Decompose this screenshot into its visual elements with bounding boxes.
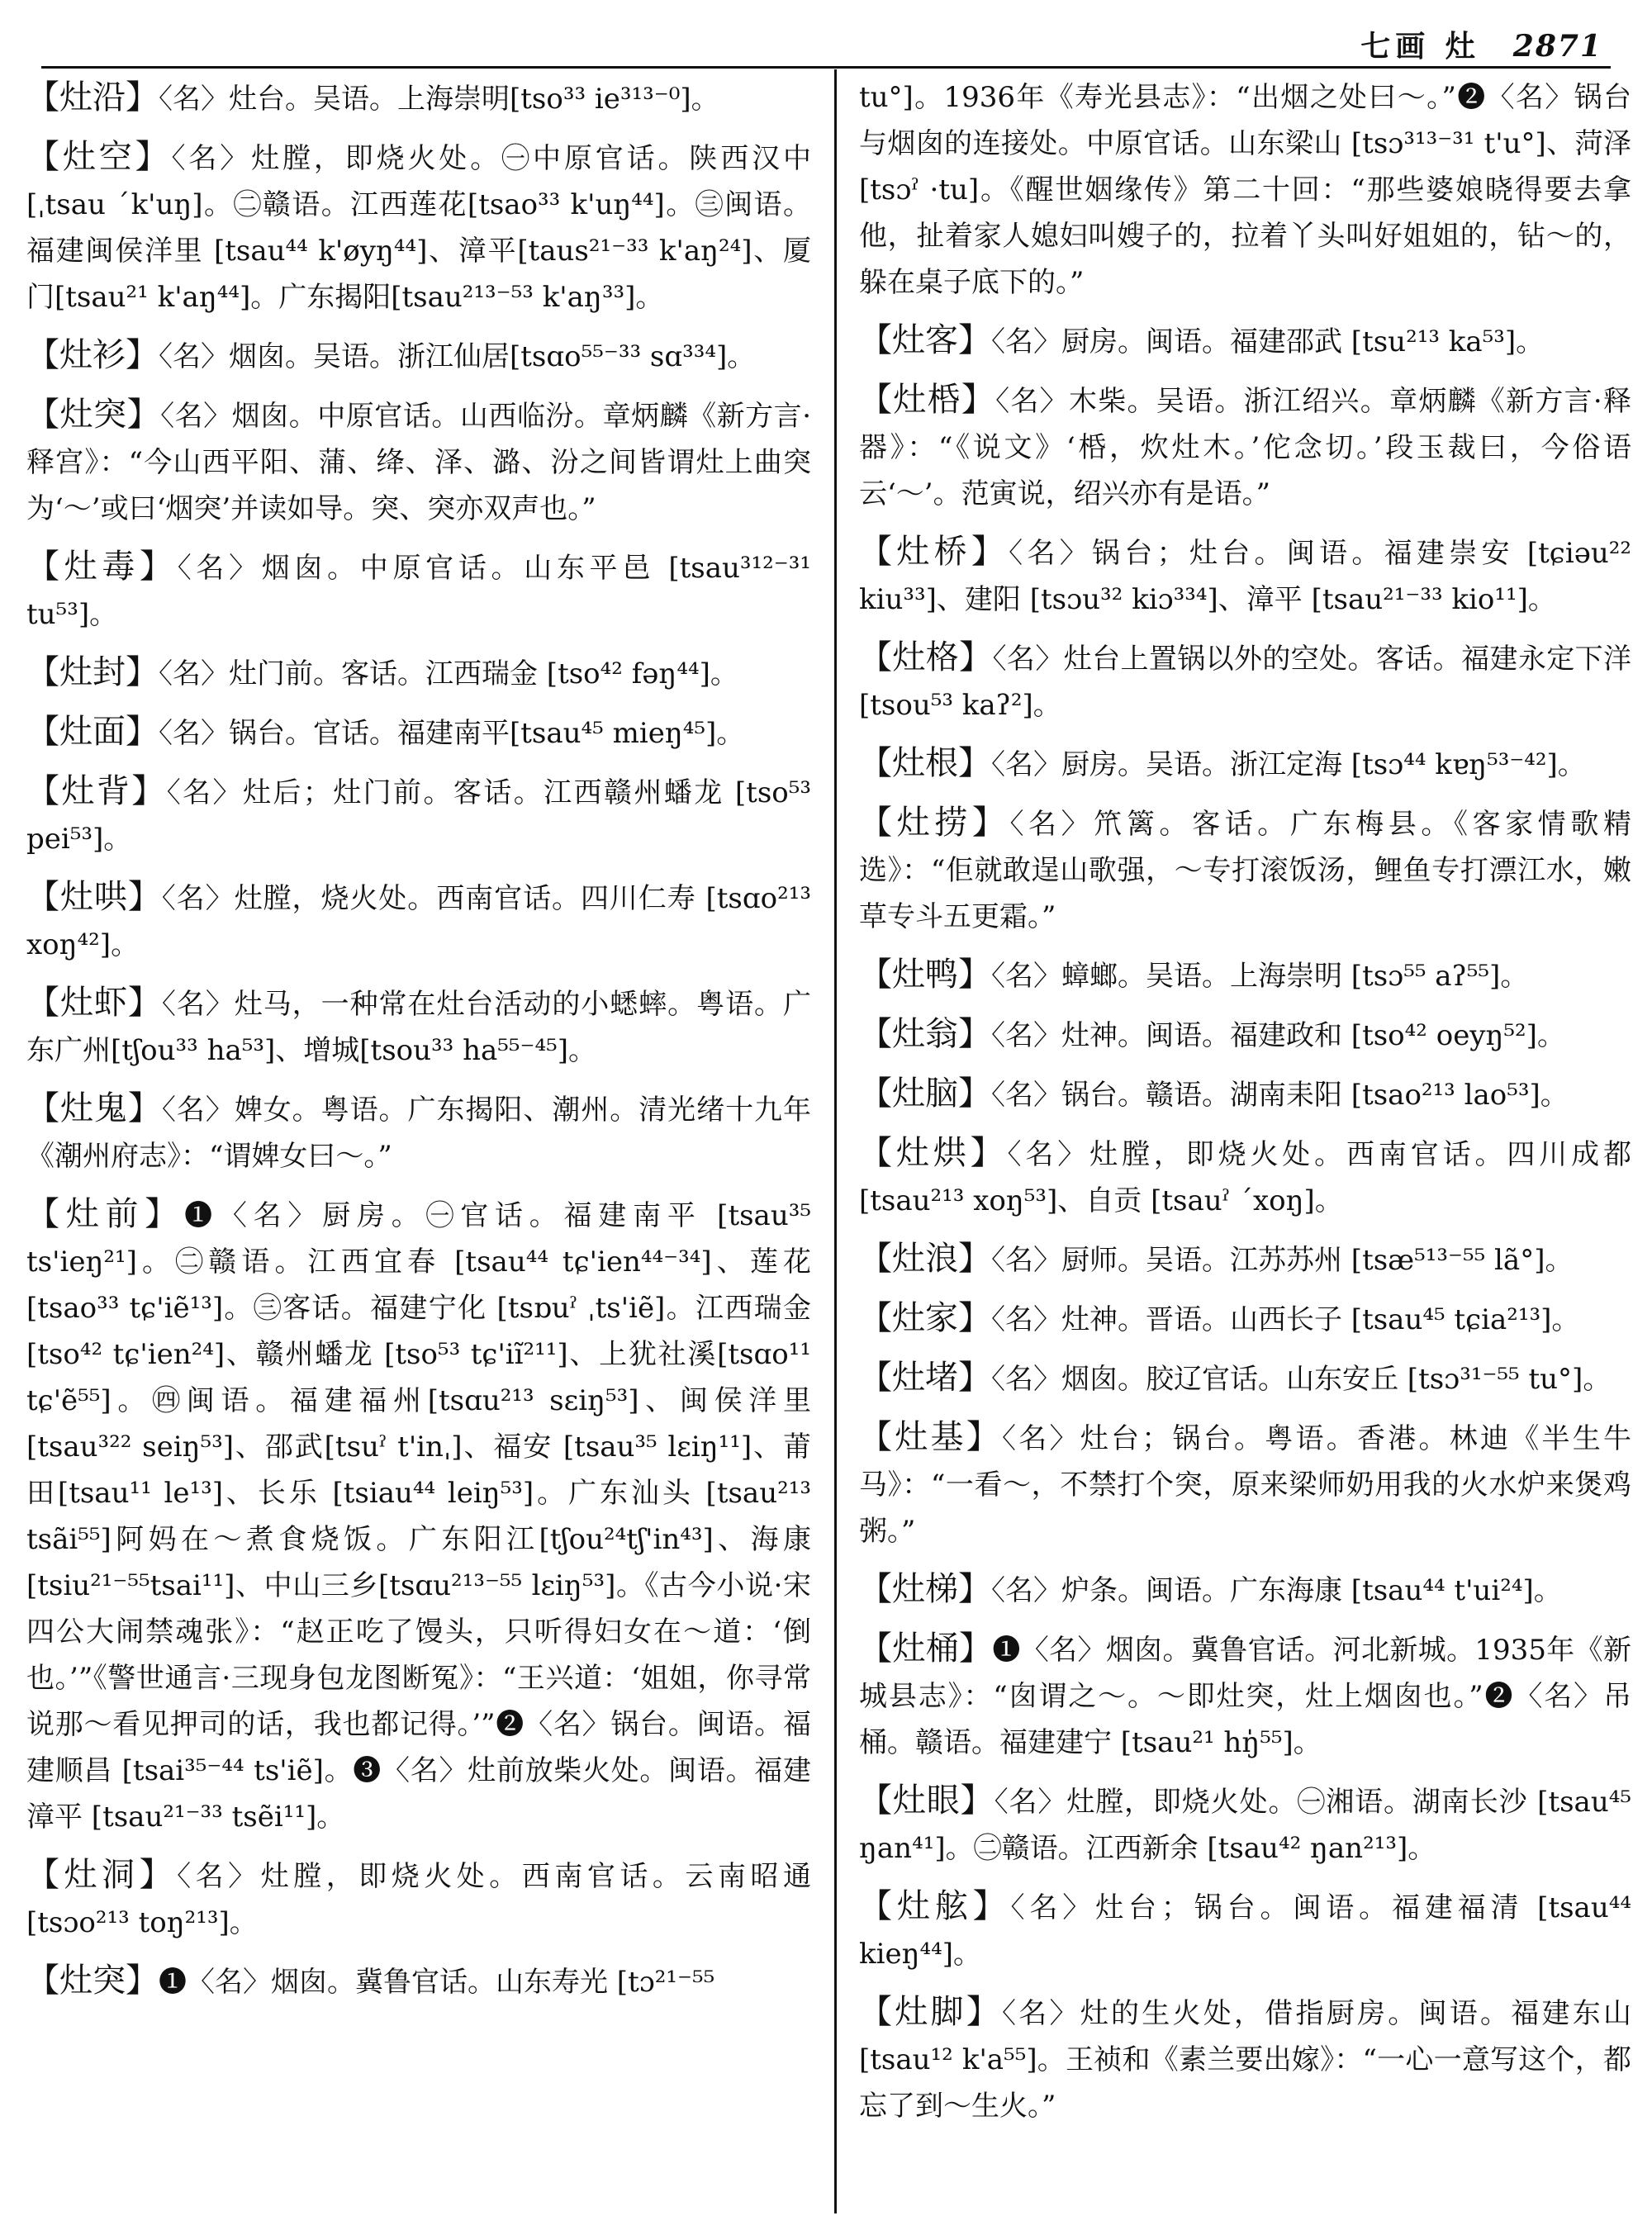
- dictionary-entry: [859, 1011, 1631, 1059]
- right-column: [859, 74, 1631, 2141]
- dictionary-entry: [26, 1852, 811, 1946]
- dictionary-entry: [859, 951, 1631, 999]
- entry-headword: 【灶捞】: [859, 804, 1010, 842]
- column-divider: [834, 69, 837, 2213]
- page-header: [1360, 23, 1602, 65]
- entry-headword: 【灶突】: [26, 396, 161, 434]
- entry-definition: 〈名〉灶后；灶门前。客话。江西赣州蟠龙 [tso⁵³ pei⁵³]。: [26, 776, 811, 856]
- entry-headword: 【灶桥】: [859, 533, 1009, 571]
- entry-definition: 〈名〉灶膛，即烧火处。西南官话。云南昭通 [tsɔo²¹³ toŋ²¹³]。: [26, 1860, 812, 1939]
- header-rule: [41, 66, 1611, 69]
- entry-definition: 〈名〉锅台。赣语。湖南耒阳 [tsao²¹³ lao⁵³]。: [991, 1079, 1569, 1112]
- entry-definition: 〈名〉烟囱。吴语。浙江仙居[tsɑo⁵⁵⁻³³ sɑ³³⁴]。: [159, 340, 756, 373]
- entry-headword: 【灶梯】: [859, 1570, 991, 1608]
- entry-definition: 〈名〉灶神。晋语。山西长子 [tsau⁴⁵ tɕia²¹³]。: [991, 1303, 1580, 1336]
- dictionary-entry: [859, 634, 1631, 728]
- entry-definition: ❶〈名〉厨房。㊀官话。福建南平 [tsau³⁵ ts'ieŋ²¹]。㊁赣语。江西宜春 [tsau⁴⁴ tɕ'ien⁴⁴⁻³⁴]、莲花 [tsao³³ tɕ'iẽ¹³]。㊂客话。福建宁化 [tsɒuˀ ˌts'iẽ]。江西瑞金[tso⁴² tɕ'ien²⁴]、赣州蟠龙 [tso⁵³ tɕ'iĩ²¹¹]、上犹社溪[tsɑo¹¹ tɕ'ẽ⁵⁵]。㊃闽语。福建福州[tsɑu²¹³ sɛiŋ⁵³]、闽侯洋里 [tsau³²² seiŋ⁵³]、邵武[tsuˀ t'inˌ]、福安 [tsau³⁵ lɛiŋ¹¹]、莆田[tsau¹¹ le¹³]、长乐 [tsiau⁴⁴ leiŋ⁵³]。广东汕头 [tsau²¹³ tsãi⁵⁵]阿妈在～煮食烧饭。广东阳江[tʃou²⁴tʃ'in⁴³]、海康[tsiu²¹⁻⁵⁵tsai¹¹]、中山三乡[tsɑu²¹³⁻⁵⁵ lɛiŋ⁵³]。《古今小说·宋四公大闹禁魂张》：“赵正吃了馒头，只听得妇女在～道：‘倒也。’”《警世通言·三现身包龙图断冤》：“王兴道：‘姐姐，你寻常说那～看见押司的话，我也都记得。’”❷〈名〉锅台。闽语。福建顺昌 [tsai³⁵⁻⁴⁴ ts'iẽ]。❸〈名〉灶前放柴火处。闽语。福建漳平 [tsau²¹⁻³³ tsẽi¹¹]。: [26, 1199, 811, 1834]
- entry-definition: 〈名〉灶门前。客话。江西瑞金 [tso⁴² fəŋ⁴⁴]。: [159, 657, 738, 690]
- entry-definition: 〈名〉烟囱。胶辽官话。山东安丘 [tsɔ³¹⁻⁵⁵ tu°]。: [991, 1363, 1612, 1396]
- dictionary-entry: [859, 74, 1631, 306]
- entry-definition: ❶〈名〉烟囱。冀鲁官话。河北新城。1935年《新城县志》：“囱谓之～。～即灶突，灶上烟囱也。”❷〈名〉吊桶。赣语。福建建宁 [tsau²¹ hŋ̍⁵⁵]。: [859, 1634, 1632, 1759]
- dictionary-entry: [859, 317, 1631, 365]
- dictionary-entry: [26, 1957, 811, 2005]
- entry-definition: 〈名〉炉条。闽语。广东海康 [tsau⁴⁴ t'ui²⁴]。: [991, 1574, 1562, 1607]
- entry-definition: 〈名〉灶台上置锅以外的空处。客话。福建永定下洋 [tsou⁵³ kaʔ²]。: [859, 643, 1632, 722]
- entry-headword: 【灶堵】: [859, 1359, 991, 1397]
- page-number: 2871: [1512, 29, 1602, 64]
- dictionary-entry: [26, 1191, 811, 1840]
- entry-definition: 〈名〉灶马，一种常在灶台活动的小蟋蟀。粤语。广东广州[tʃou³³ ha⁵³]、增城[tsou³³ ha⁵⁵⁻⁴⁵]。: [26, 988, 812, 1067]
- entry-definition: 〈名〉锅台。官话。福建南平[tsau⁴⁵ mieŋ⁴⁵]。: [159, 717, 745, 750]
- entry-definition: 〈名〉厨房。闽语。福建邵武 [tsu²¹³ ka⁵³]。: [991, 325, 1545, 358]
- dictionary-entry: [26, 980, 811, 1074]
- entry-definition: 〈名〉厨房。吴语。浙江定海 [tsɔ⁴⁴ kɐŋ⁵³⁻⁴²]。: [991, 748, 1586, 781]
- entry-definition: tu°]。1936年《寿光县志》：“出烟之处曰～。”❷〈名〉锅台与烟囱的连接处。中原官话。山东梁山 [tsɔ³¹³⁻³¹ t'u°]、菏泽[tsɔˀ ·tu]。《醒世姻缘传》第二十回：“那些婆娘晓得要去拿他，扯着家人媳妇叫嫂子的，拉着丫头叫好姐姐的，钻～的，躲在桌子底下的。”: [859, 81, 1631, 299]
- dictionary-entry: [859, 529, 1631, 623]
- entry-headword: 【灶衫】: [26, 336, 159, 374]
- entry-headword: 【灶桰】: [859, 381, 996, 419]
- dictionary-entry: [26, 134, 811, 320]
- entry-headword: 【灶面】: [26, 713, 159, 751]
- dictionary-entry: [26, 543, 811, 638]
- entry-headword: 【灶脚】: [859, 1993, 1002, 2031]
- dictionary-entry: [859, 1566, 1631, 1614]
- entry-headword: 【灶烘】: [859, 1134, 1008, 1172]
- entry-headword: 【灶毒】: [26, 548, 178, 586]
- entry-headword: 【灶沿】: [26, 78, 159, 116]
- entry-headword: 【灶封】: [26, 653, 159, 691]
- entry-headword: 【灶前】: [26, 1195, 185, 1233]
- entry-headword: 【灶翁】: [859, 1015, 991, 1053]
- dictionary-entry: [26, 874, 811, 968]
- entry-headword: 【灶突】: [26, 1962, 159, 2000]
- entry-definition: 〈名〉婢女。粤语。广东揭阳、潮州。清光绪十九年《潮州府志》：“谓婢女曰～。”: [26, 1094, 812, 1173]
- entry-definition: 〈名〉烟囱。中原官话。山西临汾。章炳麟《新方言·释宫》：“今山西平阳、蒲、绛、泽、潞、汾之间皆谓灶上曲突为‘～’或曰‘烟突’并读如导。突、突亦双声也。”: [26, 400, 812, 525]
- entry-headword: 【灶眼】: [859, 1782, 995, 1820]
- dictionary-entry: [859, 377, 1631, 517]
- entry-headword: 【灶基】: [859, 1418, 1002, 1456]
- dictionary-entry: [859, 1414, 1631, 1554]
- dictionary-entry: [859, 740, 1631, 788]
- entry-headword: 【灶舷】: [859, 1887, 1011, 1925]
- entry-headword: 【灶根】: [859, 744, 991, 782]
- entry-definition: 〈名〉锅台；灶台。闽语。福建崇安 [tɕiəu²² kiu³³]、建阳 [tsɔu³² kiɔ³³⁴]、漳平 [tsau²¹⁻³³ kio¹¹]。: [859, 537, 1631, 616]
- dictionary-entry: [859, 1625, 1631, 1766]
- dictionary-entry: [859, 1777, 1631, 1872]
- dictionary-entry: [859, 1295, 1631, 1343]
- dictionary-entry: [859, 1989, 1631, 2129]
- entry-definition: ❶〈名〉烟囱。冀鲁官话。山东寿光 [tɔ²¹⁻⁵⁵: [159, 1966, 715, 1999]
- left-column: [26, 74, 811, 2017]
- dictionary-entry: [859, 799, 1631, 940]
- entry-definition: 〈名〉灶台；锅台。粤语。香港。林迪《半生牛马》：“一看～，不禁打个突，原来梁师奶用我的火水炉来煲鸡粥。”: [859, 1422, 1631, 1548]
- entry-headword: 【灶背】: [26, 772, 167, 810]
- entry-definition: 〈名〉灶膛，即烧火处。㊀中原官话。陕西汉中[ˌtsau ˊk'uŋ]。㊁赣语。江西莲花[tsao³³ k'uŋ⁴⁴]。㊂闽语。福建闽侯洋里 [tsau⁴⁴ k'øyŋ⁴⁴]、漳平[taus²¹⁻³³ k'aŋ²⁴]、厦门[tsau²¹ k'aŋ⁴⁴]。广东揭阳[tsau²¹³⁻⁵³ k'aŋ³³]。: [26, 142, 811, 314]
- entry-headword: 【灶桶】: [859, 1630, 993, 1668]
- entry-headword: 【灶家】: [859, 1299, 991, 1337]
- entry-headword: 【灶洞】: [26, 1856, 178, 1894]
- entry-headword: 【灶鸭】: [859, 956, 991, 994]
- entry-definition: 〈名〉灶神。闽语。福建政和 [tso⁴² oeyŋ⁵²]。: [991, 1019, 1565, 1052]
- entry-definition: 〈名〉厨师。吴语。江苏苏州 [tsæ⁵¹³⁻⁵⁵ lã°]。: [991, 1244, 1574, 1277]
- dictionary-entry: [859, 1130, 1631, 1224]
- dictionary-entry: [859, 1236, 1631, 1283]
- entry-definition: 〈名〉灶膛，烧火处。西南官话。四川仁寿 [tsɑo²¹³ xoŋ⁴²]。: [26, 882, 811, 961]
- entry-definition: 〈名〉灶台；锅台。闽语。福建福清 [tsau⁴⁴ kieŋ⁴⁴]。: [859, 1891, 1631, 1971]
- section-title: 七画 灶: [1360, 29, 1480, 64]
- dictionary-entry: [26, 768, 811, 862]
- entry-definition: 〈名〉灶膛，即烧火处。㊀湘语。湖南长沙 [tsau⁴⁵ ŋan⁴¹]。㊁赣语。江西新余 [tsau⁴² ŋan²¹³]。: [859, 1786, 1631, 1865]
- entry-headword: 【灶鬼】: [26, 1089, 162, 1127]
- entry-headword: 【灶客】: [859, 321, 991, 359]
- entry-definition: 〈名〉木柴。吴语。浙江绍兴。章炳麟《新方言·释器》：“《说文》‘桰，炊灶木。’佗念切。’段玉裁曰，今俗语云‘～’。范寅说，绍兴亦有是语。”: [859, 385, 1631, 510]
- dictionary-entry: [26, 74, 811, 122]
- dictionary-entry: [859, 1355, 1631, 1402]
- entry-headword: 【灶脑】: [859, 1075, 991, 1113]
- dictionary-entry: [859, 1883, 1631, 1977]
- entry-definition: 〈名〉灶台。吴语。上海崇明[tso³³ ie³¹³⁻⁰]。: [159, 83, 719, 116]
- dictionary-entry: [26, 391, 811, 532]
- entry-definition: 〈名〉灶的生火处，借指厨房。闽语。福建东山 [tsau¹² k'a⁵⁵]。王祯和《素兰要出嫁》：“一心一意写这个，都忘了到～生火。”: [859, 1997, 1631, 2123]
- dictionary-entry: [26, 649, 811, 697]
- dictionary-entry: [26, 332, 811, 380]
- entry-headword: 【灶格】: [859, 638, 993, 676]
- entry-definition: 〈名〉烟囱。中原官话。山东平邑 [tsau³¹²⁻³¹ tu⁵³]。: [26, 552, 812, 631]
- entry-definition: 〈名〉灶膛，即烧火处。西南官话。四川成都 [tsau²¹³ xoŋ⁵³]、自贡 [tsauˀ ˊxoŋ]。: [859, 1138, 1632, 1217]
- entry-definition: 〈名〉蟑螂。吴语。上海崇明 [tsɔ⁵⁵ aʔ⁵⁵]。: [991, 960, 1529, 993]
- entry-headword: 【灶虾】: [26, 984, 162, 1022]
- dictionary-entry: [26, 709, 811, 757]
- entry-definition: 〈名〉笊篱。客话。广东梅县。《客家情歌精选》：“佢就敢逞山歌强，～专打滚饭汤，鲤鱼专打漂江水，嫩草专斗五更霜。”: [859, 808, 1632, 933]
- entry-headword: 【灶哄】: [26, 878, 162, 916]
- dictionary-entry: [859, 1070, 1631, 1118]
- entry-headword: 【灶空】: [26, 138, 172, 176]
- entry-headword: 【灶浪】: [859, 1240, 991, 1278]
- dictionary-entry: [26, 1085, 811, 1179]
